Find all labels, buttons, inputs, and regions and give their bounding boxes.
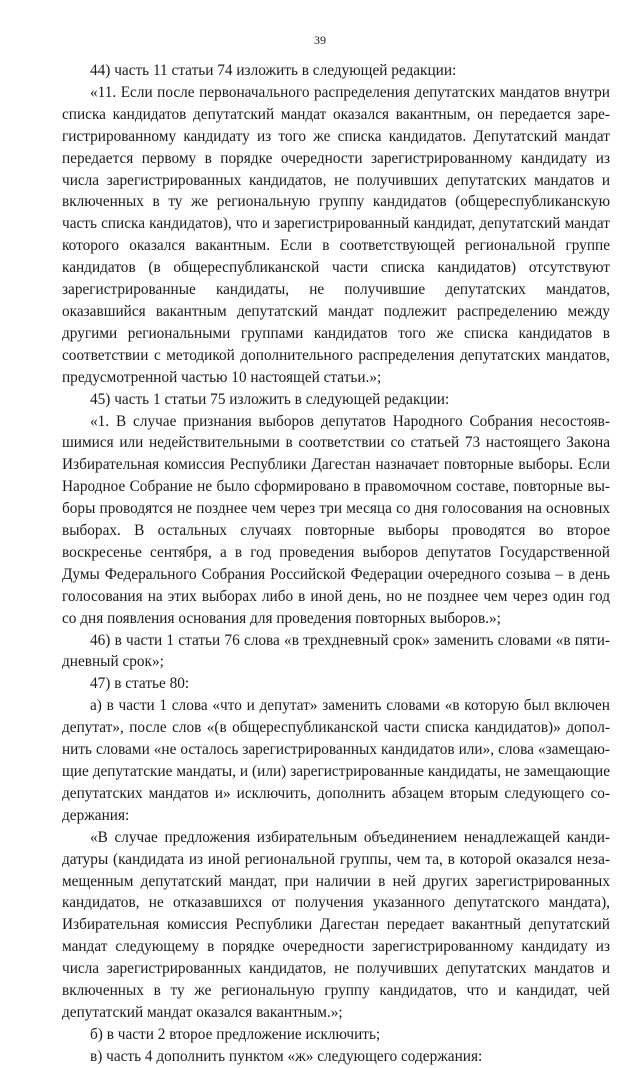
- paragraph-item-44: 44) часть 11 статьи 74 изложить в следующей редакции:: [90, 62, 457, 79]
- document-body: [62, 60, 610, 1068]
- paragraph-subitem-b: б) в части 2 второе предложение исключить;: [90, 1025, 381, 1043]
- paragraph-subitem-v: в) часть 4 дополнить пунктом «ж» следующего содержания:: [90, 1047, 483, 1065]
- page-number: 39: [314, 33, 326, 47]
- paragraph-quote-part-1: «1. В случае признания выборов депутатов Народного Собрания несостоявшимися или недействительными в соответствии со статьей 73 настоящего Закона Избирательная комиссия Республики Дагестан назначает повторные выборы. Если Народное Собрание не было сформировано в правомочном составе, повторные выборы проводятся не позднее чем через три месяца со дня голосования на основных выборах. В остальных случаях повторные выборы проводятся во второе воскресенье сентября, а в год проведения выборов депутатов Государственной Думы Федерального Собрания Российской Федерации очередного созыва – в день голосования на этих выборах либо в иной день, но не позднее чем через один год со дня появления основания для проведения повторных выборов.»;: [62, 412, 610, 627]
- paragraph-item-46: 46) в части 1 статьи 76 слова «в трехдневный срок» заменить словами «в пятидневный срок»;: [62, 631, 610, 671]
- paragraph-subitem-a: а) в части 1 слова «что и депутат» заменить словами «в которую был включен депутат», после слов «(в общереспубликанской части списка кандидатов)» дополнить словами «не осталось зарегистрированных кандидатов или», слова «замещающие депутатские мандаты, и (или) зарегистрированные кандидаты, не замещающие депутатских мандатов и» исключить, дополнить абзацем вторым следующего содержания:: [62, 697, 610, 824]
- paragraph-quote-part-11: «11. Если после первоначального распределения депутатских мандатов внутри списка кандидатов депутатский мандат оказался вакантным, он передается зарегистрированному кандидату из того же списка кандидатов. Депутатский мандат передается первому в порядке очередности зарегистрированному кандидату из числа зарегистрированных кандидатов, не получивших депутатских мандатов и включенных в ту же региональную группу кандидатов (общереспубликанскую часть списка кандидатов), что и зарегистрированный кандидат, депутатский мандат которого оказался вакантным. Если в соответствующей региональной группе кандидатов (в общереспубликанской части списка кандидатов) отсутствуют зарегистрированные кандидаты, не получившие депутатских мандатов, оказавшийся вакантным депутатский мандат подлежит распределению между другими региональными группами кандидатов того же списка кандидатов в соответствии с методикой дополнительного распределения депутатских мандатов, предусмотренной частью 10 настоящей статьи.»;: [62, 83, 610, 386]
- paragraph-quote-second-abzac: «В случае предложения избирательным объединением ненадлежащей кандидатуры (кандидата из иной региональной группы, чем та, в которой оказался незамещенным депутатский мандат, при наличии в ней других зарегистрированных кандидатов, не отказавшихся от получения указанного депутатского мандата), Избирательная комиссия Республики Дагестан передает вакантный депутатский мандат следующему в порядке очередности зарегистрированному кандидату из числа зарегистрированных кандидатов, не получивших депутатских мандатов и включенных в ту же региональную группу кандидатов, что и кандидат, чей депутатский мандат оказался вакантным.»;: [62, 828, 610, 1021]
- paragraph-item-47: 47) в статье 80:: [90, 675, 190, 693]
- paragraph-item-45: 45) часть 1 статьи 75 изложить в следующей редакции:: [90, 390, 450, 408]
